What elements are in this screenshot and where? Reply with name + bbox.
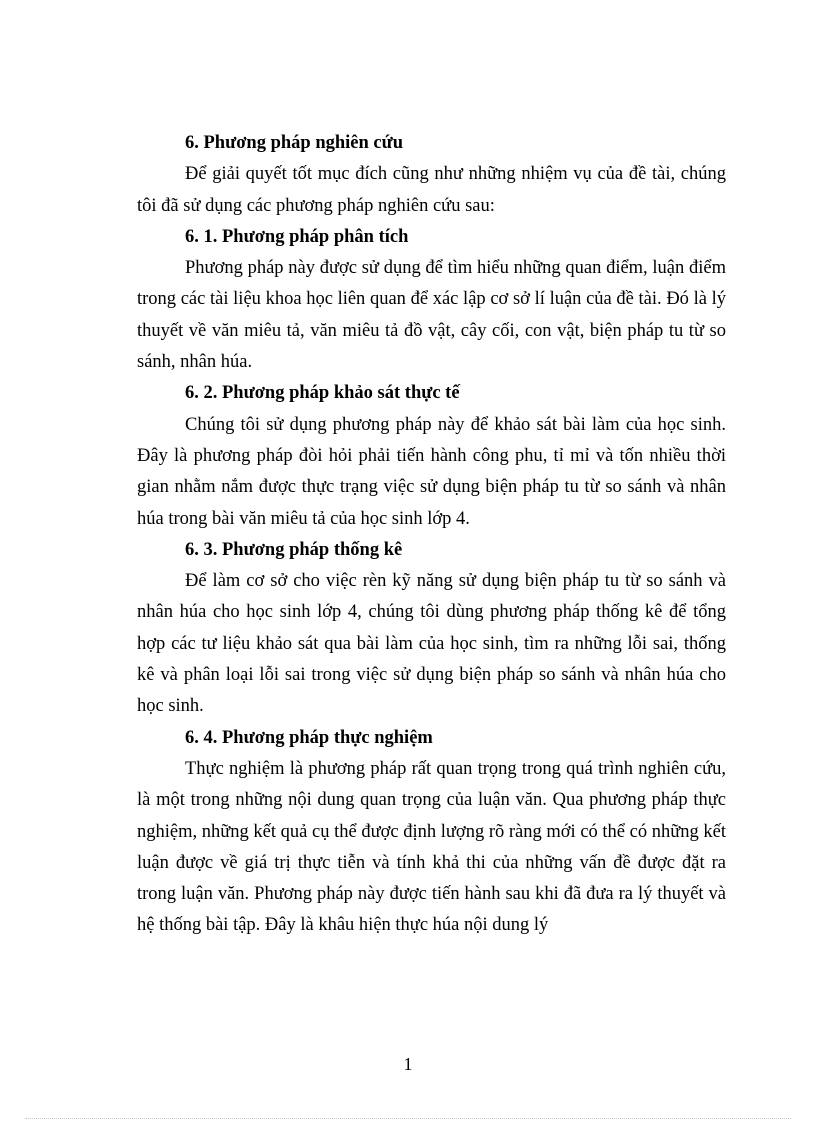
paragraph-experiment: Thực nghiệm là phương pháp rất quan trọng trong quá trình nghiên cứu, là một trong những nội dung quan trọng của luận văn. Qua phương pháp thực nghiệm, những kết quả cụ thể được định lượng rõ ràng mới có thể có những kết luận được về giá trị thực tiễn và tính khả thi của những vấn đề được đặt ra trong luận văn. Phương pháp này được tiến hành sau khi đã đưa ra lý thuyết và hệ thống bài tập. Đây là khâu hiện thực húa nội dung lý — [137, 758, 726, 936]
paragraph-statistics: Để làm cơ sở cho việc rèn kỹ năng sử dụng biện pháp tu từ so sánh và nhân húa cho học sinh lớp 4, chúng tôi dùng phương pháp thống kê để tổng hợp các tư liệu khảo sát qua bài làm của học sinh, tìm ra những lỗi sai, thống kê và phân loại lỗi sai trong việc sử dụng biện pháp so sánh và nhân húa cho học sinh. — [137, 571, 726, 717]
page-number: 1 — [403, 1054, 413, 1074]
page-body — [137, 128, 726, 942]
section-heading-statistics: 6. 3. Phương pháp thống kê — [185, 539, 403, 560]
section-heading-experiment: 6. 4. Phương pháp thực nghiệm — [185, 727, 433, 748]
paragraph-research-methods: Để giải quyết tốt mục đích cũng như những nhiệm vụ của đề tài, chúng tôi đã sử dụng các phương pháp nghiên cứu sau: — [137, 164, 726, 216]
section-heading-research-methods: 6. Phương pháp nghiên cứu — [185, 133, 404, 153]
section-heading-survey: 6. 2. Phương pháp khảo sát thực tế — [185, 383, 460, 404]
paragraph-survey: Chúng tôi sử dụng phương pháp này để khảo sát bài làm của học sinh. Đây là phương pháp đòi hỏi phải tiến hành công phu, tỉ mỉ và tốn nhiều thời gian nhằm nắm được thực trạng việc sử dụng biện pháp tu từ so sánh và nhân húa trong bài văn miêu tả của học sinh lớp 4. — [137, 414, 726, 529]
paragraph-analysis: Phương pháp này được sử dụng để tìm hiểu những quan điểm, luận điểm trong các tài liệu khoa học liên quan để xác lập cơ sở lí luận của đề tài. Đó là lý thuyết về văn miêu tả, văn miêu tả đồ vật, cây cối, con vật, biện pháp tu từ so sánh, nhân húa. — [137, 258, 726, 373]
page-bottom-divider — [25, 1118, 791, 1119]
section-heading-analysis: 6. 1. Phương pháp phân tích — [185, 226, 409, 247]
